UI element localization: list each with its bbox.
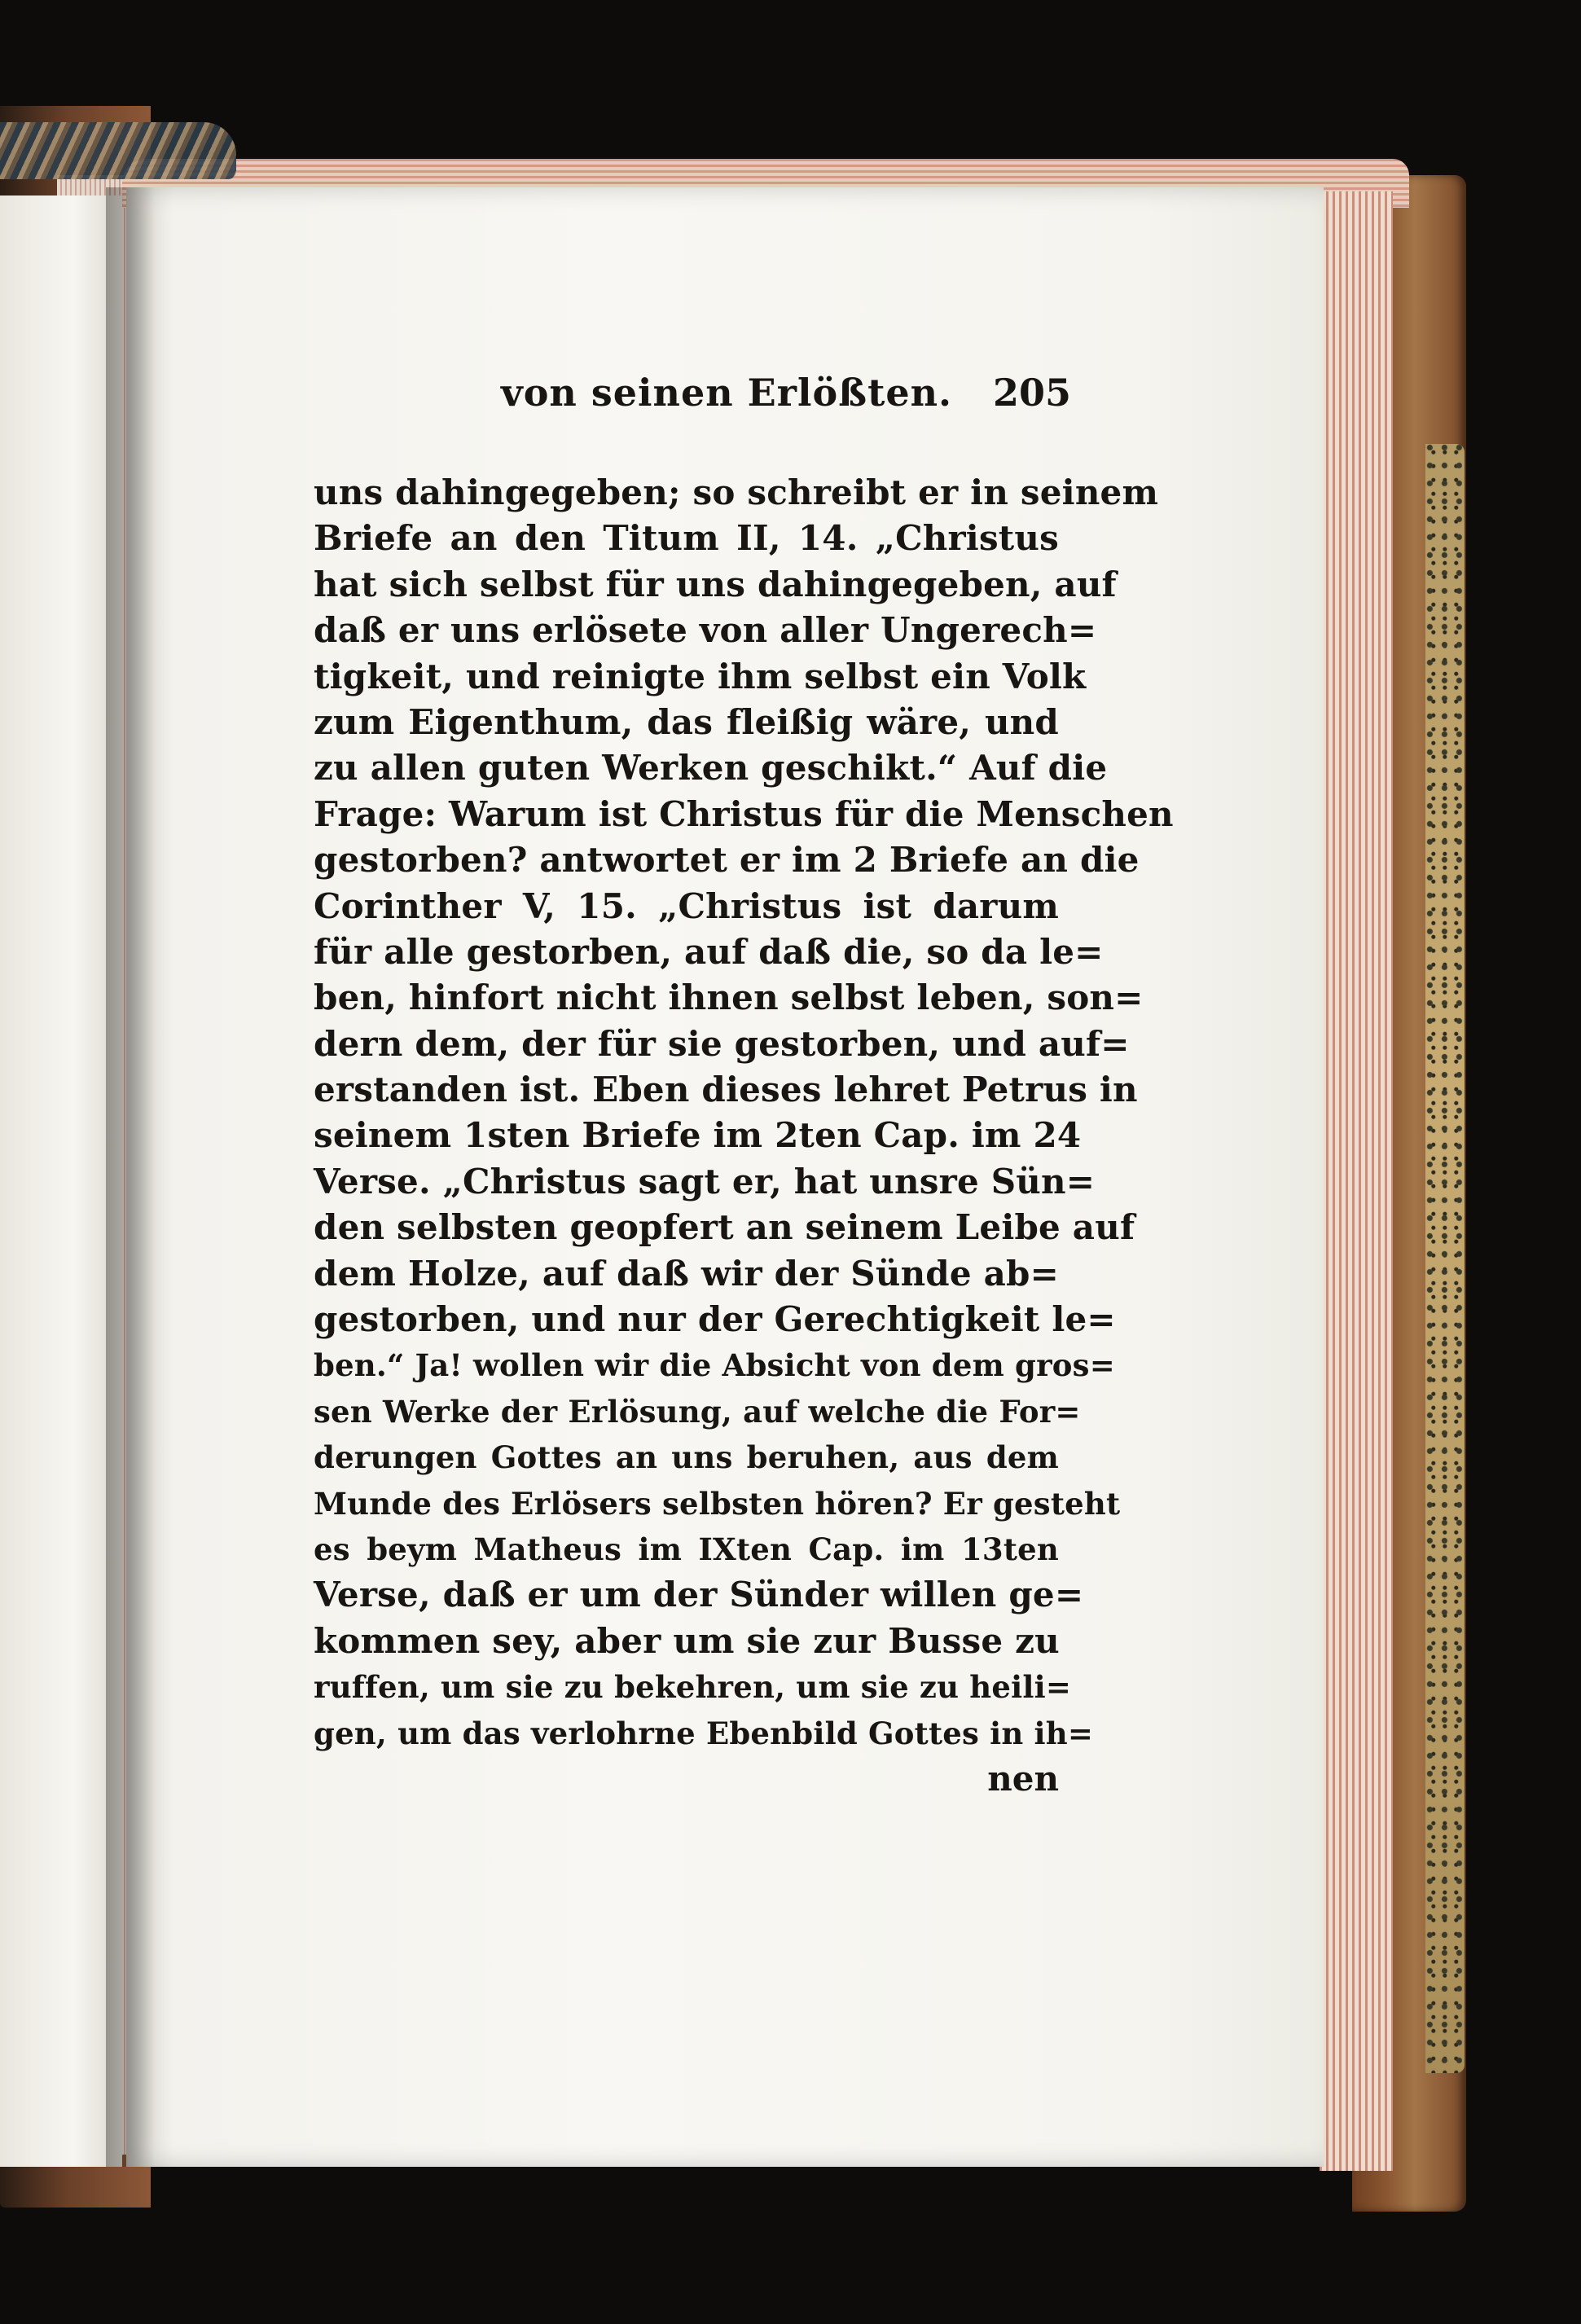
text-line: ruffen, um sie zu bekehren, um sie zu heili= [314,1669,1072,1706]
text-line: Munde des Erlösers selbsten hören? Er gesteht [314,1485,1121,1522]
text-line: zu allen guten Werken geschikt.“ Auf die [314,748,1108,789]
text-line: Corinther V, 15. „Christus ist darum [314,885,1059,926]
text-line: seinem 1sten Briefe im 2ten Cap. im 24 [314,1115,1082,1156]
text-line: gestorben? antwortet er im 2 Briefe an die [314,840,1140,881]
text-line: für alle gestorben, auf daß die, so da le= [314,931,1104,972]
text-line: den selbsten geopfert an seinem Leibe auf [314,1207,1135,1248]
text-line: Frage: Warum ist Christus für die Menschen [314,793,1174,834]
page-header [314,371,1071,428]
page-number: 205 [992,371,1071,415]
text-line: gen, um das verlohrne Ebenbild Gottes in ih= [314,1715,1094,1751]
body-text [314,470,1174,1756]
text-line: Verse. „Christus sagt er, hat unsre Sün= [314,1161,1096,1202]
gutter-shadow [106,187,155,2167]
text-line: uns dahingegeben; so schreibt er in seinem [314,472,1159,512]
text-line: Briefe an den Titum II, 14. „Christus [314,518,1059,559]
text-line: kommen sey, aber um sie zur Busse zu [314,1620,1060,1661]
catchword: nen [987,1758,1059,1799]
text-line: Verse, daß er um der Sünder willen ge= [314,1575,1084,1615]
text-line: sen Werke der Erlösung, auf welche die For= [314,1393,1081,1430]
text-line: es beym Matheus im IXten Cap. im 13ten [314,1531,1059,1567]
headband [0,122,236,179]
text-line: hat sich selbst für uns dahingegeben, auf [314,564,1117,604]
text-line: ben.“ Ja! wollen wir die Absicht von dem gros= [314,1347,1115,1384]
text-line: tigkeit, und reinigte ihm selbst ein Volk [314,656,1087,696]
text-line: gestorben, und nur der Gerechtigkeit le= [314,1299,1116,1340]
page-text-block [314,371,1174,1802]
left-page [0,195,122,2167]
running-head: von seinen Erlößten. [501,371,953,415]
text-line: daß er uns erlösete von aller Ungerech= [314,610,1097,651]
text-line: erstanden ist. Eben dieses lehret Petrus in [314,1070,1138,1110]
marbled-cover-edge [1425,444,1465,2073]
right-page-edges [1320,191,1393,2171]
text-line: ben, hinfort nicht ihnen selbst leben, son= [314,977,1144,1018]
text-line: zum Eigenthum, das fleißig wäre, und [314,701,1059,742]
text-line: dem Holze, auf daß wir der Sünde ab= [314,1253,1059,1294]
text-line: dern dem, der für sie gestorben, und auf= [314,1023,1130,1064]
text-line: derungen Gottes an uns beruhen, aus dem [314,1439,1059,1476]
